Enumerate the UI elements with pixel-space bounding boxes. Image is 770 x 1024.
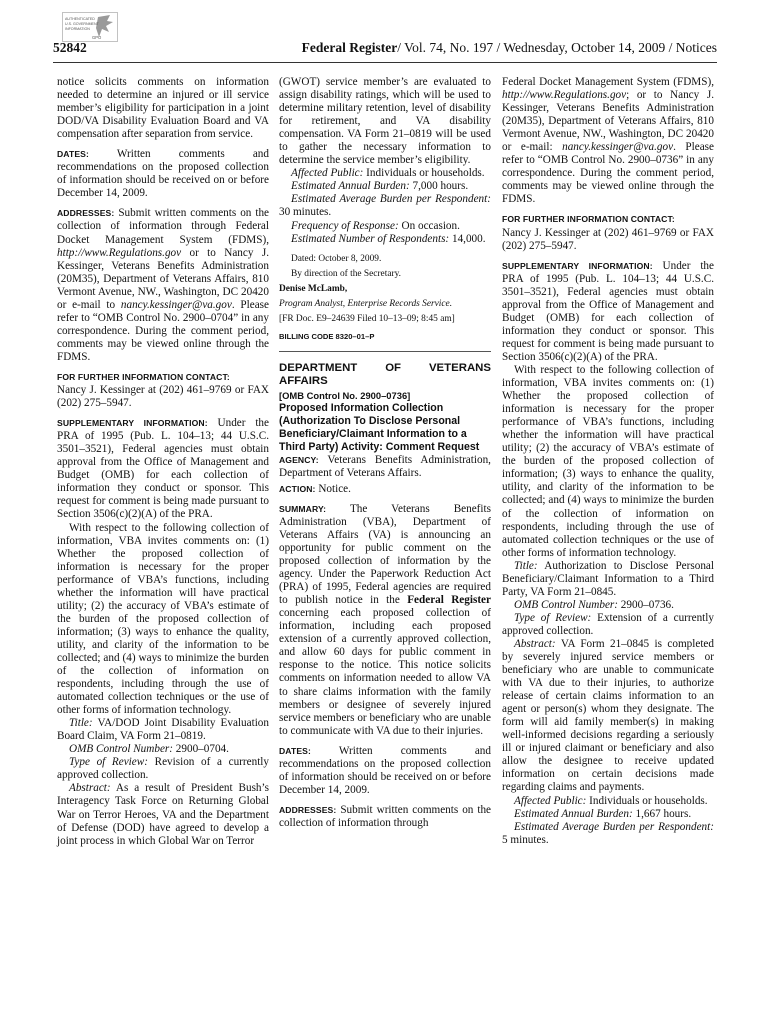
issue-info: / Vol. 74, No. 197 / Wednesday, October 14, 2009 / Notices	[397, 40, 717, 55]
dates-text: Written comments and recommendations on the proposed collection of information should be received on or before December 14, 2009.	[279, 744, 491, 796]
title-label: Title:	[514, 559, 538, 572]
abstract-text: VA Form 21–0845 is completed by severely injured service members or beneficiary who are unable to communicate with VA due to their injuries, to authorize release of certain claims information to an agent or person(s) whom they designate. The form will aid family member(s) in making well-informed decisions regarding a seriously ill or injured claimant or beneficiary and also allow the designee to receive updated information on certain decisions made regarding claims and payments.	[502, 637, 714, 794]
page-number: 52842	[53, 40, 87, 55]
affected-text: Individuals or households.	[589, 794, 708, 807]
agency-label: AGENCY:	[279, 454, 319, 465]
type-label: Type of Review:	[514, 611, 592, 624]
fr-doc-line: [FR Doc. E9–24639 Filed 10–13–09; 8:45 am]	[279, 313, 455, 324]
addresses-text: Submit written comments on the collection of information through Federal Docket Management System (FDMS),	[57, 207, 270, 246]
omb-label: OMB Control Number:	[69, 743, 173, 756]
type-text: Revision of a currently approved collection.	[57, 756, 269, 782]
publication-name: Federal Register	[301, 40, 398, 55]
dates-text: Written comments and recommendations on the proposed collection of information should be received on or before December 14, 2009.	[57, 148, 269, 200]
respondents-text: 14,000.	[451, 232, 486, 245]
annual-burden-label: Estimated Annual Burden:	[514, 807, 633, 820]
contact-label: FOR FURTHER INFORMATION CONTACT:	[57, 371, 230, 382]
abstract-label: Abstract:	[69, 782, 111, 795]
continued-paragraph: notice solicits comments on information needed to determine an injured or ill service member’s eligibility for participation in a joint DOD/VA Disability Evaluation Board and VA compensation after separation from service.	[57, 76, 269, 141]
summary-text-2: concerning each proposed collection of information, including each proposed extension of a currently approved collection, and allow 60 days for public comment in response to the notice. This notice solicits comments on information needed to allow VA to share claims information with the family members or designee of severely injured service members or beneficiary who are unable to communicate with VA due to their injuries.	[279, 607, 491, 737]
abstract-text: As a result of President Bush’s Interagency Task Force on Returning Global War on Terror Heroes, VA and the Department of Defense (DOD) have agreed to develop a joint process in which Global War on Terror	[57, 782, 269, 847]
header-rule	[53, 62, 717, 63]
respect-paragraph: With respect to the following collection of information, VBA invites comments on: (1) Whether the proposed collection of information is necessary for the proper performance of VBA’s functions, including whether the information will have practical utility; (2) the accuracy of VBA’s estimate of the burden of the proposed collection of information; (3) ways to enhance the quality, utility, and clarity of the information to be collected; and (4) ways to minimize the burden of the collection of information on respondents, including through the use of automated collection techniques or the use of other forms of information technology.	[57, 521, 269, 717]
average-burden-label: Estimated Average Burden per Respondent:	[291, 193, 491, 206]
respect-paragraph: With respect to the following collection of information, VBA invites comments on: (1) Whether the proposed collection of information is necessary for the proper performance of VBA’s functions, including whether the information will have practical utility; (2) the accuracy of VBA’s estimate of the burden of the proposed collection of information; (3) ways to enhance the quality, utility, and clarity of the information to be collected; and (4) ways to minimize the burden of the collection of information on respondents, including through the use of automated collection techniques or the use of other forms of information technology.	[502, 363, 714, 559]
direction-line: By direction of the Secretary.	[291, 268, 402, 279]
logo-line-1: AUTHENTICATED	[65, 17, 95, 21]
continued-paragraph: (GWOT) service member’s are evaluated to assign disability ratings, which will be used to determine military retention, level of disability for retirement, and VA disability compensation. VA Form 21–0819 will be used to gather the necessary information to determine the service member’s eligibility.	[279, 76, 491, 167]
email-link[interactable]: nancy.kessinger@va.gov	[120, 298, 232, 311]
respondents-label: Estimated Number of Respondents:	[291, 232, 450, 245]
annual-burden-label: Estimated Annual Burden:	[291, 180, 410, 193]
column-1	[57, 76, 269, 848]
department-heading: DEPARTMENT OF VETERANS AFFAIRS	[279, 361, 491, 388]
gpo-authentication-logo	[62, 12, 118, 42]
affected-label: Affected Public:	[514, 794, 587, 807]
document-title: Proposed Information Collection (Authorization To Disclose Personal Beneficiary/Claimant Information to a Third Party) Activity: Comment Request	[279, 401, 480, 453]
frequency-label: Frequency of Response:	[291, 219, 399, 232]
regulations-url[interactable]: http://www.Regulations.gov	[502, 89, 627, 102]
title-text: Authorization to Disclose Personal Beneficiary/Claimant Information to a Third Party, VA Form 21–0845.	[502, 559, 714, 598]
logo-line-2: U.S. GOVERNMENT	[65, 22, 99, 26]
title-label: Title:	[69, 717, 93, 730]
average-burden-text: 30 minutes.	[279, 206, 332, 219]
logo-line-4: GPO	[92, 35, 102, 40]
addresses-continued-3: . Please refer to “OMB Control No. 2900–0736” in any correspondence. During the comment period, comments may be viewed online through the FDMS.	[502, 141, 714, 206]
type-label: Type of Review:	[69, 756, 148, 769]
supplementary-text: Under the PRA of 1995 (Pub. L. 104–13; 44 U.S.C. 3501–3521), Federal agencies must obtain approval from the Office of Management and Budget (OMB) for each collection of information they conduct or sponsor. This request for comment is being made pursuant to Section 3506(c)(2)(A) of the PRA.	[502, 259, 714, 363]
signer-name: Denise McLamb,	[279, 283, 348, 294]
section-divider	[279, 351, 491, 352]
signer-title: Program Analyst, Enterprise Records Service.	[279, 298, 453, 309]
annual-burden-text: 7,000 hours.	[412, 180, 469, 193]
average-burden-label: Estimated Average Burden per Respondent:	[514, 820, 714, 833]
column-3	[502, 76, 714, 847]
title-text: VA/DOD Joint Disability Evaluation Board Claim, VA Form 21–0819.	[57, 717, 269, 743]
gpo-eagle-icon	[62, 12, 118, 42]
contact-text: Nancy J. Kessinger at (202) 461–9769 or FAX (202) 275–5947.	[57, 384, 269, 410]
addresses-text: Submit written comments on the collection of information through	[279, 803, 492, 829]
average-burden-text: 5 minutes.	[502, 833, 549, 846]
omb-text: 2900–0704.	[175, 743, 229, 756]
abstract-label: Abstract:	[514, 637, 556, 650]
supplementary-label: SUPPLEMENTARY INFORMATION:	[502, 260, 653, 271]
summary-label: SUMMARY:	[279, 503, 327, 514]
agency-text: Veterans Benefits Administration, Department of Veterans Affairs.	[279, 453, 491, 479]
omb-text: 2900–0736.	[620, 598, 674, 611]
action-label: ACTION:	[279, 483, 316, 494]
page-header	[53, 40, 717, 60]
omb-label: OMB Control Number:	[514, 598, 618, 611]
contact-label: FOR FURTHER INFORMATION CONTACT:	[502, 214, 675, 225]
addresses-text-2: or to Nancy J. Kessinger, Veterans Benefits Administration (20M35), Department of Veterans Affairs, 810 Vermont Avenue, NW., Washington, DC 20420 or e-mail to	[57, 246, 269, 311]
column-2	[279, 76, 491, 830]
regulations-url[interactable]: http://www.Regulations.gov	[57, 246, 182, 259]
dates-label: DATES:	[57, 149, 89, 160]
addresses-label: ADDRESSES:	[279, 804, 337, 815]
email-link[interactable]: nancy.kessinger@va.gov	[562, 141, 674, 154]
action-text: Notice.	[318, 482, 351, 495]
addresses-continued: Federal Docket Management System (FDMS),	[502, 76, 714, 88]
annual-burden-text: 1,667 hours.	[635, 807, 692, 820]
type-text: Extension of a currently approved collection.	[502, 611, 714, 637]
frequency-text: On occasion.	[401, 219, 460, 232]
addresses-text-3: . Please refer to “OMB Control No. 2900–0704” in any correspondence. During the comment period, comments may be viewed online through the FDMS.	[57, 298, 269, 363]
omb-control-heading: [OMB Control No. 2900–0736]	[279, 389, 411, 401]
affected-label: Affected Public:	[291, 167, 364, 180]
federal-register-ref: Federal Register	[407, 594, 491, 607]
dated-line: Dated: October 8, 2009.	[291, 253, 382, 264]
logo-line-3: INFORMATION	[65, 27, 90, 31]
addresses-label: ADDRESSES:	[57, 208, 115, 219]
supplementary-label: SUPPLEMENTARY INFORMATION:	[57, 418, 208, 429]
billing-code: BILLING CODE 8320–01–P	[279, 331, 375, 341]
supplementary-text: Under the PRA of 1995 (Pub. L. 104–13; 44 U.S.C. 3501–3521), Federal agencies must obtain approval from the Office of Management and Budget (OMB) for each collection of information they conduct or sponsor. This request for comment is being made pursuant to Section 3506(c)(2)(A) of the PRA.	[57, 417, 269, 521]
addresses-continued-2: ; or to Nancy J. Kessinger, Veterans Benefits Administration (20M35), Department of Veterans Affairs, 810 Vermont Avenue, NW., Washington, DC 20420 or e-mail:	[502, 89, 714, 154]
summary-text: The Veterans Benefits Administration (VBA), Department of Veterans Affairs (VA) is announcing an opportunity for public comment on the proposed collection of information by the agency. Under the Paperwork Reduction Act (PRA) of 1995, Federal agencies are required to publish notice in the	[279, 502, 491, 607]
affected-text: Individuals or households.	[366, 167, 485, 180]
dates-label: DATES:	[279, 745, 311, 756]
contact-text: Nancy J. Kessinger at (202) 461–9769 or FAX (202) 275–5947.	[502, 226, 714, 252]
running-head	[302, 40, 717, 56]
